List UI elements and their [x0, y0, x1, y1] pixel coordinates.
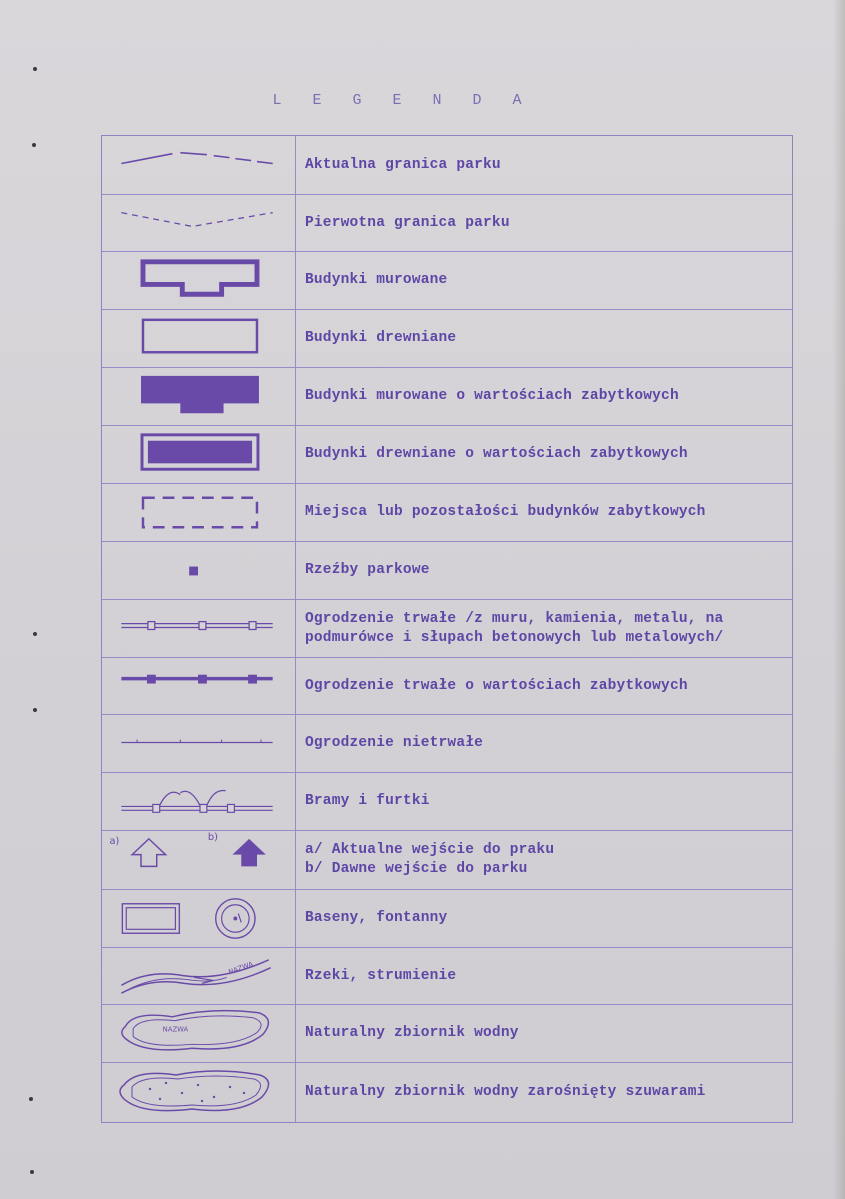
legend-symbol-cell	[102, 831, 296, 889]
legend-row	[102, 600, 792, 658]
legend-symbol-cell	[102, 426, 296, 483]
fence-temporary-symbol	[102, 715, 296, 772]
binder-hole	[30, 1170, 34, 1174]
solid-dashed-line-symbol	[102, 136, 296, 194]
legend-table	[101, 135, 793, 1123]
legend-label: Pierwotna granica parku	[305, 214, 510, 231]
legend-row	[102, 426, 792, 484]
river-name-label: NAZWA	[227, 960, 255, 977]
legend-symbol-cell	[102, 715, 296, 772]
paper-edge-shadow	[833, 0, 845, 1199]
legend-row	[102, 368, 792, 426]
entrance-arrows-symbol	[102, 831, 296, 889]
legend-row	[102, 252, 792, 310]
legend-row	[102, 1063, 792, 1122]
legend-row	[102, 658, 792, 715]
legend-row	[102, 831, 792, 890]
pool-fountain-symbol	[102, 890, 296, 947]
marker-a-label: a)	[109, 835, 120, 847]
legend-label: Ogrodzenie trwałe /z muru, kamienia, metalu, na podmurówce i słupach betonowych lub metalowych/	[305, 610, 724, 646]
legend-row	[102, 773, 792, 831]
legend-row	[102, 890, 792, 948]
river-symbol	[102, 948, 296, 1004]
masonry-building-filled-symbol	[102, 368, 296, 425]
legend-row	[102, 136, 792, 195]
legend-symbol-cell	[102, 773, 296, 830]
legend-label: Rzeźby parkowe	[305, 562, 430, 578]
legend-label: Ogrodzenie nietrwałe	[305, 735, 484, 751]
legend-label: Bramy i furtki	[305, 793, 430, 809]
legend-symbol-cell	[102, 484, 296, 541]
legend-label: a/ Aktualne wejście do praku b/ Dawne wejście do parku	[305, 842, 555, 877]
legend-row	[102, 542, 792, 600]
legend-label: Naturalny zbiornik wodny	[305, 1025, 519, 1041]
legend-label: Aktualna granica parku	[305, 156, 501, 173]
current-entrance-arrow-icon	[132, 839, 165, 867]
binder-hole	[29, 1097, 33, 1101]
legend-symbol-cell	[102, 310, 296, 367]
legend-symbol-cell	[102, 368, 296, 425]
legend-symbol-cell	[102, 1063, 296, 1122]
former-entrance-arrow-icon	[232, 839, 265, 867]
legend-label: Ogrodzenie trwałe o wartościach zabytkowych	[305, 677, 688, 694]
pond-name-label: NAZWA	[162, 1025, 189, 1034]
fence-historic-symbol	[102, 658, 296, 714]
marker-b-label: b)	[207, 831, 218, 843]
legend-symbol-cell	[102, 542, 296, 599]
wooden-building-outline-symbol	[102, 310, 296, 367]
legend-label: Budynki murowane	[305, 272, 448, 288]
legend-row	[102, 1005, 792, 1063]
legend-row	[102, 715, 792, 773]
dashed-line-symbol	[102, 195, 296, 251]
small-square-symbol	[102, 542, 296, 599]
legend-symbol-cell	[102, 136, 296, 194]
legend-symbol-cell	[102, 1005, 296, 1062]
legend-title: L E G E N D A	[272, 92, 533, 109]
legend-label: Naturalny zbiornik wodny zarośnięty szuwarami	[305, 1084, 706, 1100]
legend-row	[102, 195, 792, 252]
legend-label: Budynki drewniane o wartościach zabytkowych	[305, 446, 688, 462]
legend-row	[102, 484, 792, 542]
legend-label: Budynki drewniane	[305, 330, 457, 346]
binder-hole	[33, 632, 37, 636]
binder-hole	[32, 143, 36, 147]
binder-hole	[33, 67, 37, 71]
legend-label: Budynki murowane o wartościach zabytkowych	[305, 388, 679, 404]
wooden-building-filled-symbol	[102, 426, 296, 483]
pond-symbol	[102, 1005, 296, 1062]
legend-label: Baseny, fontanny	[305, 910, 448, 926]
binder-hole	[33, 708, 37, 712]
legend-label: Rzeki, strumienie	[305, 967, 457, 984]
legend-symbol-cell	[102, 195, 296, 251]
legend-symbol-cell	[102, 890, 296, 947]
legend-label: Miejsca lub pozostałości budynków zabytkowych	[305, 504, 706, 520]
gates-symbol	[102, 773, 296, 830]
legend-symbol-cell	[102, 948, 296, 1004]
legend-symbol-cell	[102, 252, 296, 309]
reedy-pond-symbol	[102, 1063, 296, 1122]
legend-symbol-cell	[102, 658, 296, 714]
fence-permanent-symbol	[102, 600, 296, 657]
legend-symbol-cell	[102, 600, 296, 657]
dashed-rectangle-symbol	[102, 484, 296, 541]
masonry-building-outline-symbol	[102, 252, 296, 309]
legend-row	[102, 310, 792, 368]
legend-row	[102, 948, 792, 1005]
